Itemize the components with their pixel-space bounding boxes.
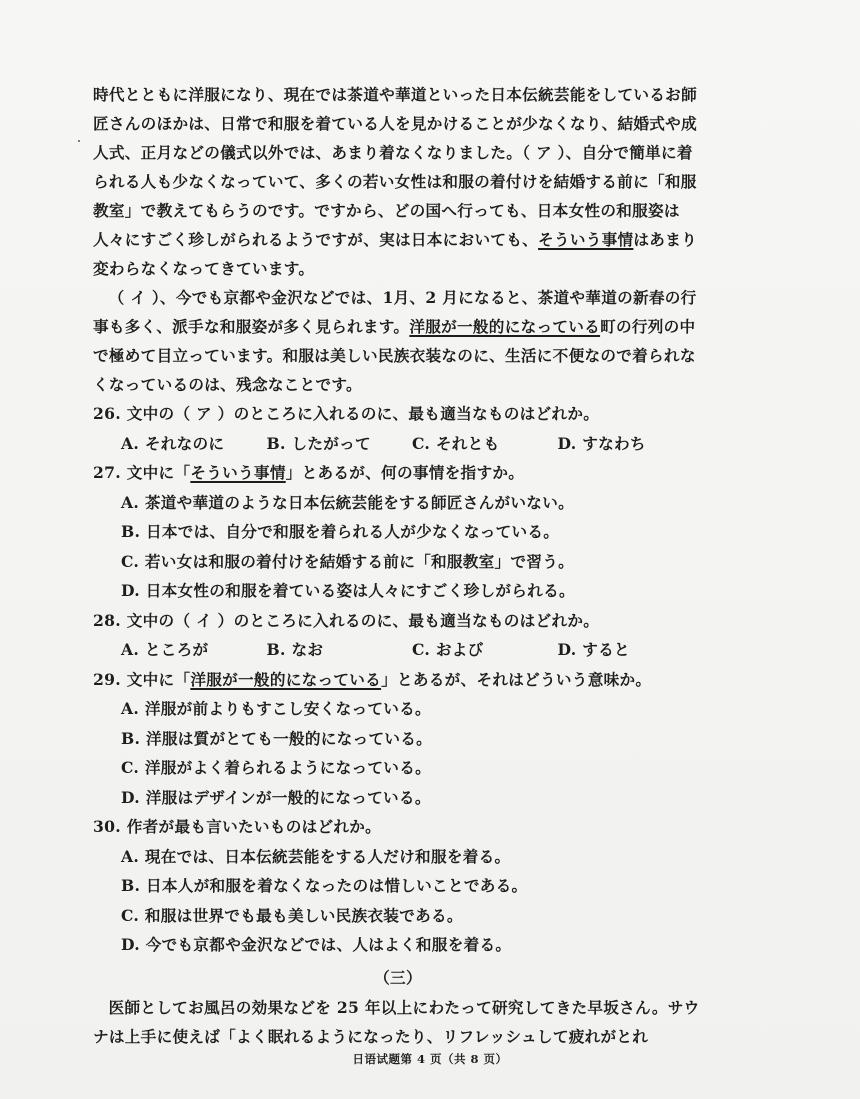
question-26: 26. 文中の（ ア ）のところに入れるのに、最も適当なものはどれか。 [93,404,600,423]
passage-text: （ イ ）、今でも京都や金沢などでは、1月、2 月になると、茶道や華道の新春の行事も多く、派手な和服姿が多く見られます。 [93,288,697,336]
option-a: A. 茶道や華道のような日本伝統芸能をする師匠さんがいない。 [121,492,574,512]
option-b: B. 洋服は質がとても一般的になっている。 [121,728,433,748]
option-c: C. 和服は世界でも最も美しい民族衣装である。 [121,905,463,925]
option-c: C. および [412,640,484,659]
option-b: B. なお [266,640,324,659]
option-d: D. 今でも京都や金沢などでは、人はよく和服を着る。 [121,935,512,954]
question-28-options [93,635,703,665]
question-30: 30. 作者が最も言いたいものはどれか。 [93,817,382,836]
scan-speck [78,140,80,142]
option-a: A. 現在では、日本伝統芸能をする人だけ和服を着る。 [121,846,511,866]
underlined-phrase-jijo: そういう事情 [538,230,634,249]
underlined-phrase: そういう事情 [190,463,286,482]
page-footer: 日语试题第 4 页（共 8 页） [352,1052,508,1066]
option-b: B. 日本人が和服を着なくなったのは惜しいことである。 [121,876,528,895]
option-b: B. したがって [266,433,371,453]
section-heading: （三） [374,967,422,987]
option-d: D. 日本女性の和服を着ている姿は人々にすごく珍しがられる。 [121,581,575,600]
underlined-phrase: 洋服が一般的になっている [190,669,382,689]
question-text: 」とあるが、それはどういう意味か。 [381,669,652,689]
question-text: 27. 文中に「 [93,463,191,482]
question-28: 28. 文中の（ イ ）のところに入れるのに、最も適当なものはどれか。 [93,610,600,630]
question-27 [93,458,703,488]
passage-paragraph-1 [93,80,703,283]
passage-paragraph-2 [93,283,703,399]
option-a: A. 洋服が前よりもすこし安くなっている。 [121,699,431,718]
option-c: C. 若い女は和服の着付けを結婚する前に「和服教室」で習う。 [121,551,575,571]
option-a: A. それなのに [121,433,225,453]
question-text: 」とあるが、何の事情を指すか。 [285,463,525,482]
question-text: 29. 文中に「 [93,669,191,689]
option-a: A. ところが [121,640,209,659]
page-content [93,80,703,1051]
underlined-phrase-yofuku: 洋服が一般的になっている [409,317,601,336]
option-d: D. すると [557,640,630,659]
option-d: D. 洋服はデザインが一般的になっている。 [121,787,431,807]
passage-text: 町の行列の中で極めて目立っています。和服は美しい民族衣装なのに、生活に不便なので着られなくなっているのは、残念なことです。 [93,317,696,394]
question-29 [93,665,703,695]
option-b: B. 日本では、自分で和服を着られる人が少なくなっている。 [121,522,560,541]
passage-paragraph-3: 医師としてお風呂の効果などを 25 年以上にわたって研究してきた早坂さん。サウナは上手に使えば「よく眠れるようになったり、リフレッシュして疲れがとれ [93,997,700,1046]
option-c: C. 洋服がよく着られるようになっている。 [121,758,431,777]
option-c: C. それとも [412,433,500,453]
passage-text: はあまり変わらなくなってきています。 [93,230,697,278]
option-d: D. すなわち [557,433,646,453]
question-26-options [93,429,703,459]
passage-text: 時代とともに洋服になり、現在では茶道や華道といった日本伝統芸能をしているお師匠さんのほかは、日常で和服を着ている人を見かけることが少なくなり、結婚式や成人式、正月などの儀式以外では、あまり着なくなりました。（ ア ）、自分で簡単に着られる人も少なくなっていて、多くの若い女性は和服の着付けを結婚する前に「和服教室」で教えてもらうのです。ですから、どの国へ行っても、日本女性の和服姿は人々にすごく珍しがられるようですが、実は日本においても、 [93,85,697,249]
